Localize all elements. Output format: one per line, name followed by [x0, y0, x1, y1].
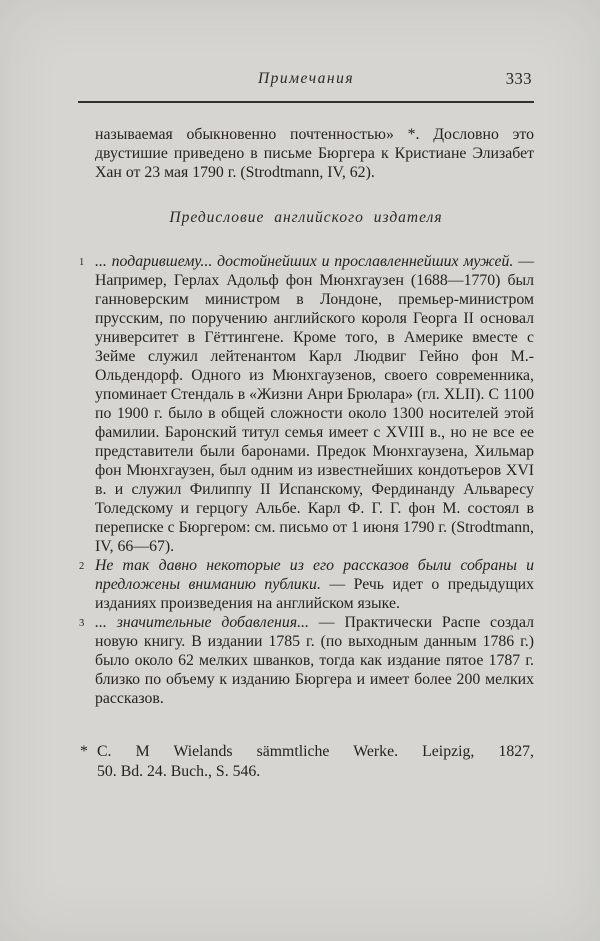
note-text-1: — Например, Герлах Адольф фон Мюнхгаузен (1688—1770) был ганноверским министром в Лондоне, премьер-министром прусским, по поручению английского короля Георга II основал университет в Гёттингене. Кроме того, в Америке вместе с Зейме служил лейтенантом Карл Людвиг Гейно фон М.-Ольдендорф. Одного из Мюнхгаузенов, своего современника, упоминает Стендаль в «Жизни Анри Брюлара» (гл. XLII). С 1100 по 1900 г. было в общей сложности около 1300 носителей этой фамилии. Баронский титул семья имеет с XVIII в., но не все ее представители были баронами. Предок Мюнхгаузена, Хильмар фон Мюнхгаузен, был одним из известнейших кондотьеров XVI в. и служил Филиппу II Испанскому, Фердинанду Альваресу Толедскому и герцогу Альбе. Карл Ф. Г. Г. фон М. состоял в переписке с Бюргером: см. письмо от 1 июня 1790 г. (Strodtmann, IV, 66—67).: [95, 253, 534, 555]
running-title: Примечания: [257, 70, 355, 87]
note-text-3: — Практически Распе создал новую книгу. В издании 1785 г. (по выходным данным 1786 г.) было около 62 мелких шванков, тогда как издание пятое 1787 г. близко по объему к изданию Бюргера и имеет более 200 мелких рассказов.: [95, 614, 534, 707]
note-lemma-2: Не так давно некоторые из его рассказов были собраны и предложены вниманию публики.: [95, 557, 534, 593]
note-lemma-1: ... подарившему... достойнейших и прославленнейших мужей.: [95, 253, 514, 270]
footnote: [80, 742, 534, 782]
note-lemma-3: ... значительные добавления...: [95, 614, 309, 631]
intro-paragraph: называемая обыкновенно почтенностью» *. Дословно это двустишие приведено в письме Бюргера к Кристиане Элизабет Хан от 23 мая 1790 г. (Strodtmann, IV, 62).: [95, 126, 534, 181]
section-title: Предисловие английского издателя: [169, 209, 443, 226]
note-item-3: [79, 613, 534, 708]
note-text-2: — Речь идет о предыдущих изданиях произведения на английском языке.: [95, 576, 534, 612]
note-number-3: 3: [79, 618, 85, 629]
page-header: [78, 70, 534, 92]
footnote-line-1: C. M Wielands sämmtliche Werke. Leipzig, 1827,: [97, 743, 534, 760]
page-number: 333: [505, 69, 532, 88]
footnote-marker: *: [80, 743, 88, 760]
note-item-1: [79, 252, 534, 556]
footnote-line-2: 50. Bd. 24. Buch., S. 546.: [97, 763, 261, 780]
note-number-1: 1: [79, 257, 85, 268]
header-rule: [78, 101, 534, 103]
notes-list: [79, 252, 534, 708]
note-number-2: 2: [79, 561, 85, 572]
note-item-2: [79, 556, 534, 613]
